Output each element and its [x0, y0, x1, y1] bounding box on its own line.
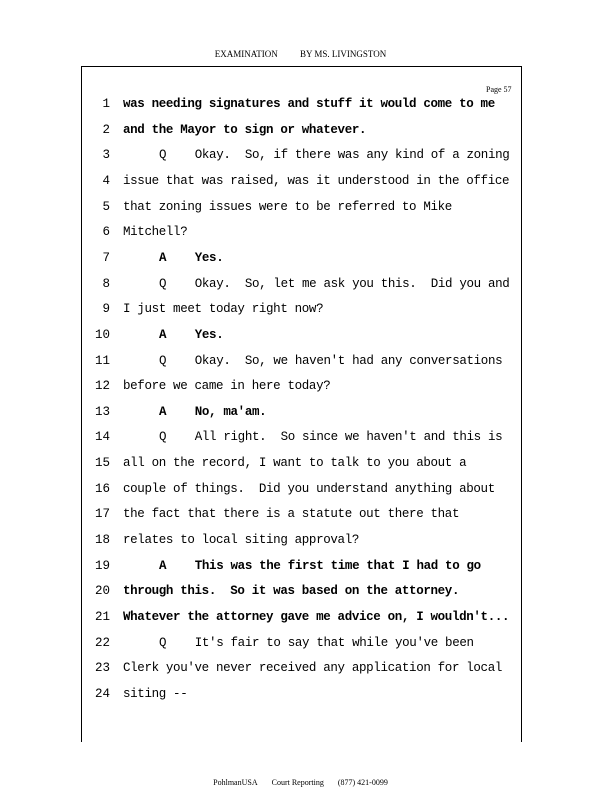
line-number: 2 — [102, 122, 110, 137]
transcript-line — [0, 610, 601, 636]
line-number: 9 — [102, 302, 110, 317]
line-number: 18 — [94, 533, 110, 548]
transcript-line — [0, 379, 601, 405]
transcript-line — [0, 636, 601, 662]
line-text: Q All right. So since we haven't and this is — [159, 430, 503, 445]
line-text: Q Okay. So, let me ask you this. Did you and — [159, 276, 510, 291]
transcript-line — [0, 148, 601, 174]
line-text: I just meet today right now? — [123, 302, 324, 317]
line-text: Q Okay. So, we haven't had any conversations — [159, 353, 503, 368]
transcript-line — [0, 430, 601, 456]
page-footer — [0, 778, 601, 787]
line-number: 24 — [94, 686, 110, 701]
transcript-line — [0, 225, 601, 251]
line-number: 22 — [94, 635, 110, 650]
line-text: A Yes. — [159, 250, 224, 265]
line-number: 16 — [94, 481, 110, 496]
line-text: Whatever the attorney gave me advice on, I wouldn't... — [123, 610, 510, 624]
header-examiner: BY MS. LIVINGSTON — [299, 49, 387, 59]
line-number: 7 — [102, 250, 110, 265]
line-text: Clerk you've never received any application for local — [123, 661, 503, 676]
line-number: 23 — [94, 661, 110, 676]
line-number: 15 — [94, 456, 110, 471]
line-number: 10 — [94, 327, 110, 342]
line-number: 12 — [94, 379, 110, 394]
line-text: that zoning issues were to be referred to Mike — [123, 199, 452, 214]
transcript-line — [0, 97, 601, 123]
line-number: 11 — [94, 353, 110, 368]
footer-company: PohlmanUSA — [213, 778, 258, 787]
line-number: 4 — [102, 173, 110, 188]
transcript-line — [0, 687, 601, 713]
transcript-line — [0, 559, 601, 585]
transcript-line — [0, 251, 601, 277]
line-number: 19 — [94, 558, 110, 573]
line-number: 3 — [102, 148, 110, 163]
line-text: relates to local siting approval? — [123, 533, 359, 548]
transcript-line — [0, 302, 601, 328]
line-text: issue that was raised, was it understood in the office — [123, 173, 510, 188]
transcript-line — [0, 584, 601, 610]
transcript-line — [0, 354, 601, 380]
transcript-line — [0, 482, 601, 508]
line-text: A Yes. — [159, 327, 224, 342]
line-text: all on the record, I want to talk to you about a — [123, 456, 467, 471]
header-section: EXAMINATION — [214, 49, 278, 59]
line-text: A This was the first time that I had to go — [159, 558, 481, 573]
page-header — [0, 49, 601, 59]
line-text: couple of things. Did you understand anything about — [123, 481, 495, 496]
transcript-line — [0, 661, 601, 687]
transcript-line — [0, 405, 601, 431]
line-text: before we came in here today? — [123, 379, 331, 394]
transcript-line — [0, 328, 601, 354]
line-text: was needing signatures and stuff it would come to me — [123, 97, 495, 111]
line-number: 6 — [102, 225, 110, 240]
line-text: A No, ma'am. — [159, 404, 267, 419]
transcript-line — [0, 123, 601, 149]
line-number: 17 — [94, 507, 110, 522]
transcript-line — [0, 533, 601, 559]
line-number: 8 — [102, 276, 110, 291]
footer-phone: (877) 421-0099 — [337, 778, 388, 787]
footer-service: Court Reporting — [271, 778, 324, 787]
line-number: 1 — [102, 97, 110, 111]
line-number: 14 — [94, 430, 110, 445]
line-text: Q It's fair to say that while you've been — [159, 635, 474, 650]
line-number: 21 — [94, 610, 110, 624]
line-text: the fact that there is a statute out there that — [123, 507, 460, 522]
transcript-line — [0, 174, 601, 200]
line-text: Mitchell? — [123, 225, 188, 240]
transcript-line — [0, 507, 601, 533]
line-text: siting -- — [123, 686, 188, 701]
line-text: Q Okay. So, if there was any kind of a zoning — [159, 148, 510, 163]
transcript-line — [0, 277, 601, 303]
line-text: and the Mayor to sign or whatever. — [123, 122, 367, 137]
line-number: 20 — [94, 584, 110, 599]
transcript-line — [0, 456, 601, 482]
line-number: 13 — [94, 404, 110, 419]
transcript-line — [0, 200, 601, 226]
line-number: 5 — [102, 199, 110, 214]
page-number: Page 57 — [486, 85, 512, 94]
line-text: through this. So it was based on the attorney. — [123, 584, 460, 599]
